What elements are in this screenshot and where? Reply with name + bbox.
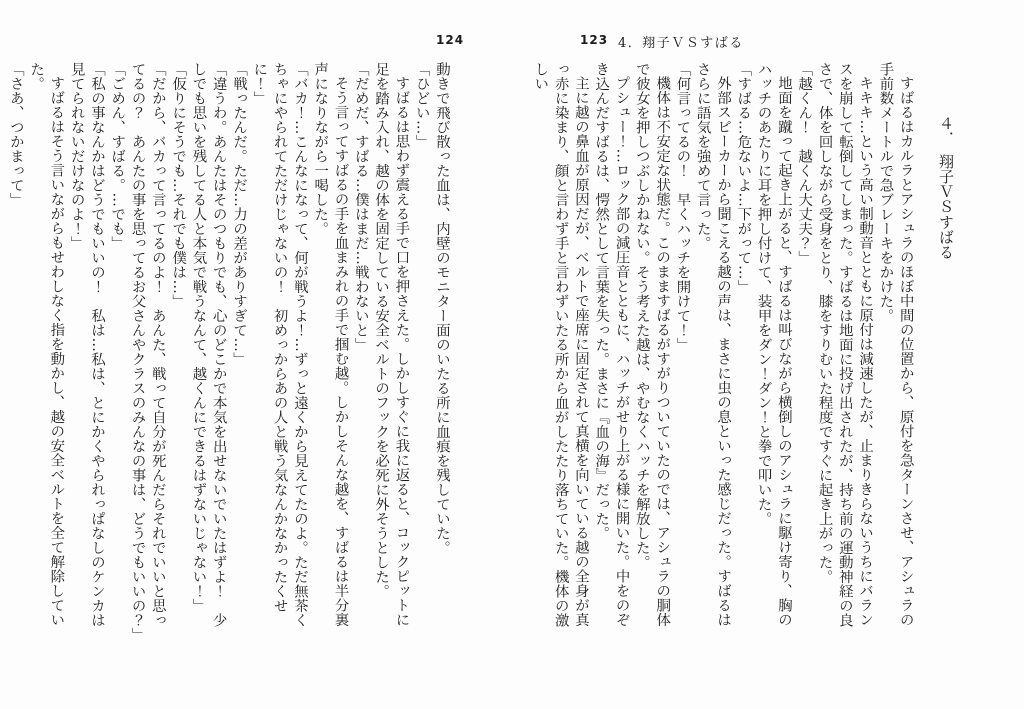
paragraph: 機体は不安定な状態だ。このまますばるがすがりついていたのでは、アシュラの胴体で彼女を押しつぶしかねない。そう考えた越は、やむなくハッチを解放した。	[633, 62, 671, 628]
paragraph: そう言ってすばるの手を血まみれの手で掴む越。しかしそんな越を、すばるは半分裏声になりながら一喝した。	[312, 62, 349, 628]
paragraph: 「違うわ。あんたはそのつもりでも、心のどこかで本気を出せないでいたはずよ！ 少しでも思いを残してる人と本気で戦うなんて、越くんにできるはずないじゃない！」	[190, 62, 227, 628]
paragraph: 「さあ、つかまって」	[7, 62, 24, 207]
paragraph: 「何言ってるの！ 早くハッチを開けて！」	[674, 62, 691, 352]
page-number-left: 124	[436, 33, 465, 47]
running-chapter-title: 4．翔子ＶＳすばる	[618, 36, 744, 51]
paragraph: 「バカ！…こんなになって、何が戦うよ！…ずっと遠くから見えてたのよ。ただ無茶くちゃにやられてただけじゃないの！ 初めっからあの人と戦う気なんかなかったくせに！」	[251, 62, 308, 628]
paragraph: 「ごめん、すばる。…でも」	[109, 62, 126, 251]
paragraph: 外部スピーカーから聞こえる越の声は、まさに虫の息といった感じだった。すばるはさらに語気を強めて言った。	[694, 62, 732, 628]
paragraph: すばるは思わず震える手で口を押さえた。しかしすぐに我に返ると、コックピットに足を踏み入れ、越の体を固定している安全ベルトのフックを必死に外そうとした。	[373, 62, 410, 628]
paragraph: 「私の事なんかはどうでもいいの！ 私は…私は、とにかくやられっぱなしのケンカは見てられないだけなのよ！」	[68, 62, 105, 628]
chapter-heading: ４． 翔子ＶＳすばる	[937, 116, 955, 260]
paragraph: すばるはカルラとアシュラのほぼ中間の位置から、原付を急ターンさせ、アシュラの手前数メートルで急ブレーキをかけた。	[877, 62, 914, 628]
paragraph: キキキ…という高い制動音とともに原付は減速したが、止まりきらないうちにバランスを崩して転倒してしまった。すばるは地面に投げ出されたが、持ち前の運動神経の良さで、体を回しながら受身をとり、膝をすりむいた程度ですぐに起き上がった。	[816, 62, 874, 628]
paragraph: 「戦ったんだ。ただ…力の差がありすぎて…」	[231, 62, 248, 367]
paragraph: 「だめだ、すばる…僕はまだ…戦わないと」	[352, 62, 369, 352]
paragraph: 「ひどい…」	[413, 62, 430, 149]
paragraph: 「仮りにそうでも…それでも僕は…」	[170, 62, 187, 309]
paragraph: 動きで飛び散った血は、内壁のモニター面のいたる所に血痕を残していた。	[434, 62, 450, 555]
paragraph: 地面を蹴って起き上がると、すばるは叫びながら横倒しのアシュラに駆け寄り、胸のハッチのあたりに耳を押し付けて、装甲をダン！ダン！と拳で叩いた。	[755, 62, 792, 628]
paragraph: 主に越の鼻血が原因だが、ベルトで座席に固定されて真横を向いている越の全身が真っ赤に染まり、顔と言わず手と言わずいたる所から血がしたたり落ちていた。機体の激しい	[532, 62, 589, 628]
paragraph: プシュー！…ロック部の減圧音とともに、ハッチがせり上がる様に開いた。中をのぞき込んだすばるは、愕然として言葉を失った。まさに『血の海』だった。	[593, 62, 630, 628]
paragraph: 「だから、バカって言ってるのよ！ あんた、戦って自分が死んだらそれでいいと思ってるの？ あんたの事を思ってるお父さんやクラスのみんなの事は、どうでもいいの？」	[129, 62, 166, 642]
page-124-text	[5, 62, 452, 640]
page-123-text	[530, 62, 956, 640]
paragraph: すばるはそう言いながらもせわしなく指を動かし、越の安全ベルトを全て解除していた。	[28, 62, 65, 628]
paragraph: 「越くん！ 越くん大丈夫？」	[796, 62, 813, 265]
page-number-right: 123	[580, 33, 609, 47]
paragraph: 「すばる…危ないよ…下がって…」	[735, 62, 752, 294]
